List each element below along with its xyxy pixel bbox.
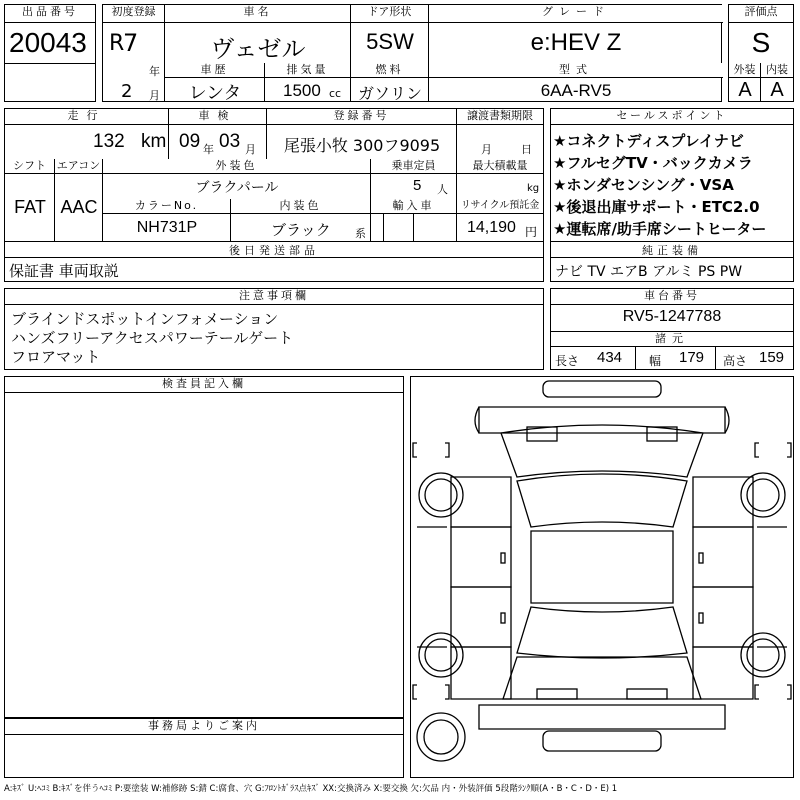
- length-label: 長さ: [555, 354, 580, 368]
- fuel-label: 燃料: [351, 63, 429, 78]
- color-number: NH731P: [136, 219, 198, 236]
- import-label: 輸入車: [371, 199, 457, 214]
- displacement: 1500: [283, 81, 321, 100]
- plate-label: 登録番号: [267, 109, 457, 125]
- equipment-box: [550, 257, 794, 282]
- length: 434: [597, 349, 623, 366]
- cc-unit: cc: [329, 87, 342, 100]
- history: レンタ: [188, 83, 242, 104]
- history-label: 車歴: [165, 63, 265, 78]
- recycle-label: リサイクル預託金: [457, 199, 543, 214]
- sales-points-label: セールスポイント: [551, 109, 793, 125]
- equipment-value: ナビ TV エアB アルミ PS PW: [555, 264, 743, 280]
- sales-point-5: ★運転席/助手席シートヒーター: [553, 220, 767, 238]
- note-line-1: ブラインドスポットインフォメーション: [11, 310, 279, 328]
- int-color-label: 内装色: [231, 199, 371, 214]
- name-label: 車名: [165, 5, 351, 23]
- car-name: ヴェゼル: [210, 35, 306, 63]
- exterior-score: A: [738, 79, 752, 101]
- capacity-label: 乗車定員: [371, 159, 457, 174]
- later-parts-box: [4, 257, 544, 282]
- capacity: 5: [413, 177, 422, 194]
- mileage-label: 走行: [5, 109, 169, 125]
- air-conditioner: AAC: [60, 197, 98, 217]
- reg-month: 2: [121, 81, 133, 102]
- mileage: 132: [93, 131, 125, 152]
- reg-year-unit: 年: [149, 65, 160, 78]
- reg-year: 7: [123, 29, 139, 57]
- fuel: ガソリン: [357, 84, 422, 103]
- chassis-number: RV5-1247788: [622, 308, 722, 325]
- exterior-color: ブラクパール: [195, 180, 279, 196]
- sales-point-1: ★コネクトディスプレイナビ: [553, 132, 744, 150]
- reg-month-unit: 月: [149, 89, 160, 102]
- shift-label: シフト: [5, 159, 55, 174]
- notes-label: 注意事項欄: [5, 289, 543, 305]
- model-label: 型式: [429, 63, 723, 78]
- exterior-label: 外装: [729, 63, 761, 78]
- score-box: [728, 4, 794, 102]
- int-color-unit: 系: [355, 227, 366, 240]
- inspector-box: [4, 376, 404, 718]
- reg-label: 初度登録: [103, 5, 165, 23]
- sales-point-4: ★後退出庫サポート・ETC2.0: [553, 198, 760, 216]
- chassis-label: 車台番号: [551, 289, 793, 305]
- km-unit: km: [141, 131, 167, 152]
- lot-label: 出品番号: [5, 5, 95, 23]
- plate-number: 尾張小牧 300フ9095: [283, 136, 441, 155]
- office-label: 事務局よりご案内: [5, 719, 403, 735]
- yen-unit: 円: [525, 225, 538, 239]
- height: 159: [759, 349, 785, 366]
- note-line-2: ハンズフリーアクセスパワーテールゲート: [11, 329, 294, 347]
- office-box: [4, 718, 404, 778]
- sales-point-3: ★ホンダセンシング・VSA: [553, 176, 734, 194]
- width: 179: [679, 349, 705, 366]
- height-label: 高さ: [723, 354, 748, 368]
- header-grid: [102, 4, 722, 102]
- color-no-label: カラーNo.: [103, 199, 231, 214]
- legend-text: A:ｷｽﾞ U:ﾍｺﾐ B:ｷｽﾞを伴うﾍｺﾐ P:要塗装 W:補修跡 S:錆 C:腐食、穴 G:ﾌﾛﾝﾄｶﾞﾗｽ点ｷｽﾞ XX:交換済み X:要交換 欠:欠品 内・外装評価 5段階ﾗﾝｸ順(A・B・C・D・E) 1: [4, 784, 618, 794]
- lot-number: 20043: [9, 27, 87, 58]
- color-label: 外装色: [103, 159, 371, 174]
- width-label: 幅: [649, 354, 662, 368]
- score: S: [751, 27, 771, 58]
- score-label: 評価点: [729, 5, 793, 23]
- load-unit: kg: [527, 183, 540, 194]
- car-diagram: [411, 377, 793, 777]
- sales-point-2: ★フルセグTV・バックカメラ: [553, 154, 753, 172]
- equipment-label: 純正装備: [642, 244, 702, 257]
- car-diagram-box: [410, 376, 794, 778]
- interior-score: A: [770, 79, 784, 101]
- insp-month: 03: [219, 131, 241, 152]
- insp-year: 09: [179, 131, 201, 152]
- insp-year-unit: 年: [203, 143, 214, 156]
- later-parts-label: 後日発送部品: [229, 244, 319, 257]
- interior-label: 内装: [761, 63, 793, 78]
- load-label: 最大積載量: [457, 159, 543, 174]
- door-label: ドア形状: [351, 5, 429, 23]
- recycle-fee: 14,190: [467, 219, 516, 236]
- details-grid: [4, 108, 544, 258]
- note-line-3: フロアマット: [11, 348, 101, 366]
- insp-month-unit: 月: [245, 143, 256, 156]
- grade-label: グレード: [429, 5, 723, 23]
- transfer-label: 譲渡書類期限: [457, 109, 543, 125]
- shift: FAT: [14, 197, 46, 217]
- grade: e:HEV Z: [530, 29, 622, 56]
- model: 6AA-RV5: [540, 81, 612, 100]
- displacement-label: 排気量: [265, 63, 351, 78]
- transfer-month: 月: [481, 143, 492, 156]
- notes-box: [4, 288, 544, 370]
- reg-era: R: [109, 31, 125, 56]
- interior-color: ブラック: [271, 221, 331, 239]
- dims-label: 諸元: [551, 331, 793, 347]
- inspection-label: 車検: [169, 109, 267, 125]
- door-type: 5SW: [366, 29, 414, 54]
- sales-points-box: [550, 108, 794, 258]
- transfer-day: 日: [521, 143, 532, 156]
- chassis-box: [550, 288, 794, 370]
- later-parts-value: 保証書 車両取説: [9, 262, 119, 280]
- inspector-label: 検査員記入欄: [5, 377, 403, 393]
- lot-box: [4, 4, 96, 102]
- capacity-unit: 人: [437, 183, 448, 196]
- ac-label: エアコン: [55, 159, 103, 174]
